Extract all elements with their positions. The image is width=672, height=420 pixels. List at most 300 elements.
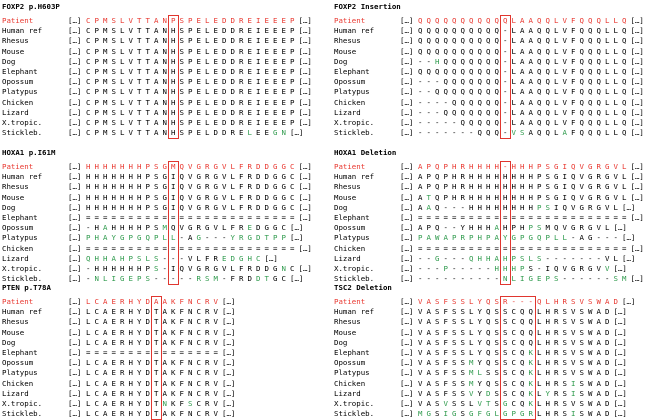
residue: S [562, 388, 567, 398]
residue: Q [435, 16, 440, 25]
residue: - [596, 233, 601, 243]
residue: G [605, 162, 610, 171]
residue: H [511, 263, 516, 273]
residue: I [171, 172, 176, 182]
residue: G [273, 274, 278, 284]
residue: E [264, 77, 269, 87]
sequence [400, 338, 627, 348]
residue: L [554, 36, 559, 46]
residue: Q [622, 97, 627, 107]
residue: L [86, 297, 91, 306]
residue: S [111, 66, 116, 76]
residue: M [103, 117, 108, 127]
residue: D [222, 77, 227, 87]
species-label: Human ref [334, 307, 375, 317]
residue: Y [477, 358, 482, 368]
residue: H [120, 263, 125, 273]
residue: Q [494, 87, 499, 97]
residue: K [528, 358, 533, 368]
residue: D [605, 388, 610, 398]
residue: Q [537, 297, 542, 306]
residue: P [188, 66, 193, 76]
residue: H [120, 172, 125, 182]
ellipsis-left: […] [400, 77, 414, 87]
residue: H [247, 253, 252, 263]
ellipsis-left: […] [400, 274, 414, 284]
residue: H [128, 263, 133, 273]
residue: M [103, 66, 108, 76]
residue: = [120, 212, 125, 222]
residue: Q [477, 87, 482, 97]
residue: L [511, 87, 516, 97]
residue: - [503, 66, 508, 76]
residue: L [622, 162, 627, 171]
residue: H [477, 192, 482, 202]
residue: = [86, 347, 91, 357]
residue: - [426, 77, 431, 87]
residue: Q [486, 117, 491, 127]
residue: S [179, 46, 184, 56]
residue: Q [418, 26, 423, 36]
residue: H [511, 162, 516, 171]
residue: C [196, 358, 201, 368]
residue: A [520, 36, 525, 46]
ellipsis-left: […] [400, 378, 414, 388]
residue: V [418, 368, 423, 378]
ellipsis-left: […] [400, 182, 414, 192]
residue: G [273, 263, 278, 273]
residue: C [94, 368, 99, 378]
residue: H [494, 172, 499, 182]
residue: L [605, 46, 610, 56]
residue: S [520, 128, 525, 138]
residue: Q [443, 87, 448, 97]
residue: V [418, 337, 423, 347]
residue: D [230, 66, 235, 76]
residue: = [145, 347, 150, 357]
residue: M [103, 87, 108, 97]
residue: Y [137, 378, 142, 388]
residue: V [128, 16, 133, 25]
residue: A [111, 253, 116, 263]
residue: D [145, 378, 150, 388]
sequence [68, 389, 235, 399]
residue: L [554, 77, 559, 87]
residue: F [443, 297, 448, 306]
residue: H [520, 182, 525, 192]
residue: S [179, 36, 184, 46]
residue: = [188, 212, 193, 222]
residue: V [571, 202, 576, 212]
ellipsis-left: […] [68, 233, 82, 243]
residue: S [452, 317, 457, 327]
residue: A [103, 317, 108, 327]
residue: Q [443, 66, 448, 76]
sequence [400, 389, 627, 399]
sequence [400, 172, 644, 182]
residue: - [443, 274, 448, 284]
residue: F [179, 297, 184, 306]
residue: D [605, 358, 610, 368]
residue: - [477, 274, 482, 284]
residue: P [188, 87, 193, 97]
residue: H [111, 192, 116, 202]
residue: W [588, 337, 593, 347]
panel-title: HOXA1 p.I61M [2, 148, 56, 157]
sequence [68, 36, 312, 46]
residue: - [537, 263, 542, 273]
residue: = [230, 212, 235, 222]
residue: R [120, 297, 125, 306]
residue: = [264, 243, 269, 253]
residue: R [460, 233, 465, 243]
sequence [400, 67, 644, 77]
residue: F [179, 337, 184, 347]
residue: Y [137, 368, 142, 378]
residue: P [188, 16, 193, 25]
residue: T [154, 358, 159, 368]
residue: E [222, 253, 227, 263]
residue: = [290, 212, 295, 222]
sequence [68, 128, 303, 138]
residue: V [188, 263, 193, 273]
residue: L [205, 77, 210, 87]
residue: F [179, 398, 184, 408]
residue: = [469, 243, 474, 253]
residue: Q [486, 347, 491, 357]
residue: Q [426, 16, 431, 25]
residue: N [162, 56, 167, 66]
residue: G [554, 172, 559, 182]
residue: V [213, 307, 218, 317]
residue: - [503, 117, 508, 127]
residue: V [579, 192, 584, 202]
residue: S [579, 398, 584, 408]
residue: I [111, 274, 116, 284]
residue: H [503, 263, 508, 273]
residue: F [571, 77, 576, 87]
residue: = [613, 243, 618, 253]
residue: Q [520, 398, 525, 408]
residue: V [562, 36, 567, 46]
residue: D [222, 107, 227, 117]
residue: Q [86, 253, 91, 263]
residue: - [486, 263, 491, 273]
residue: = [503, 243, 508, 253]
residue: Y [477, 388, 482, 398]
residue: H [545, 368, 550, 378]
residue: - [503, 107, 508, 117]
residue: V [571, 317, 576, 327]
residue: M [103, 36, 108, 46]
ellipsis-right: […] [290, 128, 304, 138]
species-label: Patient [2, 16, 34, 25]
residue: G [196, 162, 201, 171]
ellipsis-right: […] [630, 172, 644, 182]
residue: Q [537, 66, 542, 76]
residue: C [511, 398, 516, 408]
residue: L [120, 77, 125, 87]
residue: A [426, 368, 431, 378]
residue: I [171, 182, 176, 192]
residue: F [571, 97, 576, 107]
residue: I [256, 26, 261, 36]
residue: Q [622, 56, 627, 66]
residue: W [588, 327, 593, 337]
residue: F [443, 347, 448, 357]
residue: - [596, 274, 601, 284]
residue: V [571, 307, 576, 317]
residue: P [290, 117, 295, 127]
residue: I [443, 409, 448, 419]
residue: E [111, 378, 116, 388]
sequence [68, 409, 235, 419]
residue: V [562, 66, 567, 76]
species-label: X.tropic. [334, 263, 375, 273]
residue: - [435, 117, 440, 127]
residue: D [230, 253, 235, 263]
residue: A [418, 172, 423, 182]
sequence [400, 57, 644, 67]
residue: Q [579, 16, 584, 25]
residue: H [520, 192, 525, 202]
species-label: Lizard [334, 253, 361, 263]
residue: Q [494, 117, 499, 127]
residue: L [511, 66, 516, 76]
residue: P [426, 182, 431, 192]
residue: E [196, 117, 201, 127]
residue: S [452, 307, 457, 317]
residue: Q [443, 36, 448, 46]
residue: Q [418, 16, 423, 25]
residue: S [562, 398, 567, 408]
residue: A [443, 233, 448, 243]
residue: G [188, 223, 193, 233]
residue: = [596, 212, 601, 222]
residue: F [239, 182, 244, 192]
residue: L [537, 307, 542, 317]
residue: P [426, 223, 431, 233]
residue: E [264, 16, 269, 25]
residue: Q [486, 297, 491, 306]
sequence [68, 379, 235, 389]
residue: P [520, 233, 525, 243]
residue: H [545, 358, 550, 368]
species-label: Elephant [2, 66, 38, 76]
residue: I [256, 56, 261, 66]
residue: W [588, 307, 593, 317]
residue: F [571, 26, 576, 36]
residue: R [120, 307, 125, 317]
residue: S [528, 263, 533, 273]
residue: H [128, 307, 133, 317]
residue: E [273, 66, 278, 76]
residue: P [290, 66, 295, 76]
residue: I [571, 409, 576, 419]
residue: Q [588, 97, 593, 107]
residue: P [128, 253, 133, 263]
residue: = [205, 212, 210, 222]
residue: L [511, 36, 516, 46]
residue: H [545, 409, 550, 419]
residue: V [613, 162, 618, 171]
residue: P [452, 233, 457, 243]
residue: P [290, 97, 295, 107]
ellipsis-right: […] [222, 307, 236, 317]
species-label: Human ref [2, 26, 43, 36]
residue: R [205, 297, 210, 306]
residue: V [128, 107, 133, 117]
residue: E [111, 368, 116, 378]
residue: = [162, 347, 167, 357]
residue: E [264, 128, 269, 138]
residue: G [162, 172, 167, 182]
residue: S [435, 347, 440, 357]
ellipsis-right: […] [222, 337, 236, 347]
residue: R [239, 46, 244, 56]
residue: R [579, 223, 584, 233]
residue: S [179, 117, 184, 127]
residue: V [188, 172, 193, 182]
residue: S [494, 368, 499, 378]
residue: - [435, 97, 440, 107]
residue: I [171, 263, 176, 273]
species-label: Chicken [334, 378, 366, 388]
residue: M [213, 274, 218, 284]
residue: = [213, 212, 218, 222]
residue: S [579, 347, 584, 357]
residue: H [103, 192, 108, 202]
residue: Q [622, 107, 627, 117]
residue: H [94, 202, 99, 212]
residue: H [94, 172, 99, 182]
residue: S [494, 337, 499, 347]
residue: H [486, 253, 491, 263]
residue: S [154, 182, 159, 192]
residue: H [103, 253, 108, 263]
ellipsis-right: […] [298, 56, 312, 66]
residue: = [554, 212, 559, 222]
residue: - [605, 233, 610, 243]
residue: T [145, 117, 150, 127]
residue: L [230, 263, 235, 273]
residue: - [452, 253, 457, 263]
residue: Q [588, 128, 593, 138]
residue: I [256, 87, 261, 97]
residue: L [86, 388, 91, 398]
species-label: X.tropic. [2, 398, 43, 408]
residue: R [528, 409, 533, 419]
residue: Q [494, 66, 499, 76]
residue: T [154, 337, 159, 347]
residue: E [264, 107, 269, 117]
residue: D [605, 317, 610, 327]
residue: Q [426, 36, 431, 46]
residue: - [503, 97, 508, 107]
ellipsis-right: […] [222, 368, 236, 378]
residue: T [137, 97, 142, 107]
residue: S [537, 253, 542, 263]
ellipsis-left: […] [400, 409, 414, 419]
residue: D [145, 297, 150, 306]
residue: = [154, 212, 159, 222]
ellipsis-left: […] [400, 358, 414, 368]
residue: P [188, 117, 193, 127]
residue: = [230, 243, 235, 253]
residue: S [494, 358, 499, 368]
residue: = [435, 212, 440, 222]
residue: C [196, 378, 201, 388]
residue: A [520, 97, 525, 107]
residue: = [579, 243, 584, 253]
residue: N [162, 16, 167, 25]
residue: = [562, 212, 567, 222]
residue: L [622, 182, 627, 192]
ellipsis-left: […] [68, 358, 82, 368]
residue: V [571, 347, 576, 357]
residue: G [196, 263, 201, 273]
ellipsis-right: […] [613, 327, 627, 337]
residue: = [128, 212, 133, 222]
residue: = [426, 212, 431, 222]
residue: Q [486, 66, 491, 76]
residue: A [426, 358, 431, 368]
residue: A [162, 307, 167, 317]
residue: Q [596, 26, 601, 36]
residue: R [503, 297, 508, 306]
sequence [400, 233, 635, 243]
sequence [68, 16, 312, 26]
residue: Y [111, 233, 116, 243]
residue: C [94, 317, 99, 327]
residue: A [418, 182, 423, 192]
residue: Q [537, 87, 542, 97]
residue: R [239, 66, 244, 76]
residue: Q [443, 107, 448, 117]
residue: C [511, 358, 516, 368]
residue: D [264, 182, 269, 192]
residue: H [494, 182, 499, 192]
residue: L [511, 97, 516, 107]
residue: Q [579, 66, 584, 76]
residue: A [418, 192, 423, 202]
residue: S [494, 297, 499, 306]
residue: F [179, 317, 184, 327]
residue: C [511, 327, 516, 337]
residue: H [94, 192, 99, 202]
residue: L [171, 233, 176, 243]
ellipsis-right: […] [613, 358, 627, 368]
residue: L [537, 368, 542, 378]
residue: T [145, 66, 150, 76]
residue: Q [486, 26, 491, 36]
residue: L [511, 77, 516, 87]
residue: E [247, 77, 252, 87]
ellipsis-right: […] [630, 192, 644, 202]
ellipsis-right: […] [298, 263, 312, 273]
residue: L [120, 46, 125, 56]
ellipsis-right: […] [613, 398, 627, 408]
residue: Q [520, 317, 525, 327]
residue: = [452, 243, 457, 253]
residue: I [554, 202, 559, 212]
residue: V [596, 263, 601, 273]
residue: Q [494, 26, 499, 36]
sequence [400, 307, 627, 317]
residue: - [222, 233, 227, 243]
residue: Y [477, 337, 482, 347]
sequence [68, 233, 303, 243]
